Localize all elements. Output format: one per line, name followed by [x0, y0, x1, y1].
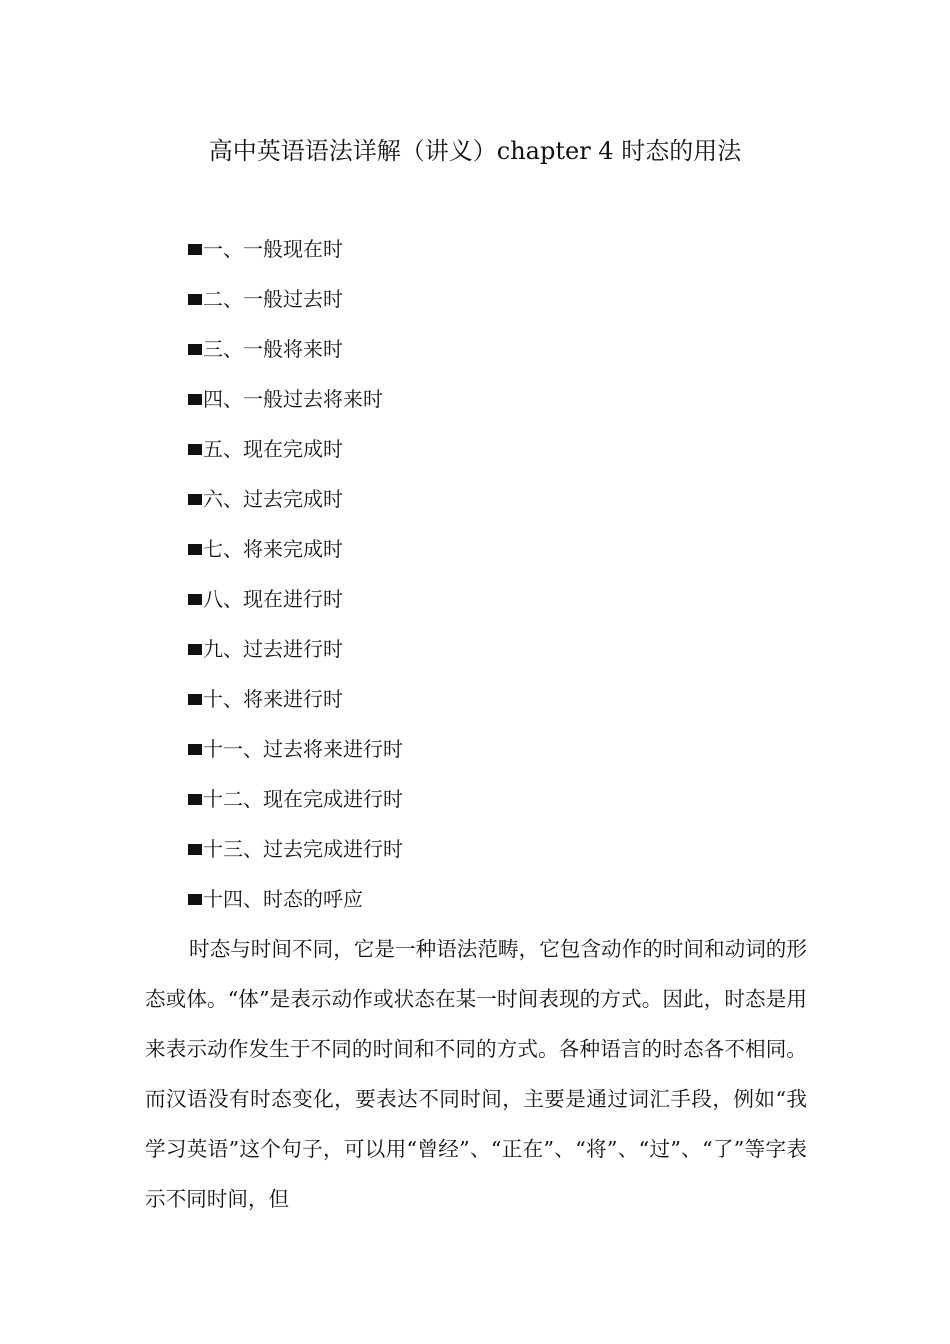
toc-item-label: 十三、过去完成进行时	[203, 837, 403, 861]
toc-item	[188, 880, 403, 930]
toc-item-label: 九、过去进行时	[203, 637, 343, 661]
toc-item	[188, 730, 403, 780]
square-bullet-icon	[188, 744, 202, 755]
square-bullet-icon	[188, 544, 202, 555]
toc-item	[188, 330, 403, 380]
square-bullet-icon	[188, 894, 202, 905]
toc-item-label: 八、现在进行时	[203, 587, 343, 611]
square-bullet-icon	[188, 644, 202, 655]
toc-item-label: 十四、时态的呼应	[203, 887, 363, 911]
toc-item-label: 十一、过去将来进行时	[203, 737, 403, 761]
toc-item-label: 三、一般将来时	[203, 337, 343, 361]
toc-item-label: 五、现在完成时	[203, 437, 343, 461]
square-bullet-icon	[188, 244, 202, 255]
page-title: 高中英语语法详解（讲义）chapter 4 时态的用法	[208, 137, 742, 165]
toc-item-label: 十、将来进行时	[203, 687, 343, 711]
toc-item	[188, 830, 403, 880]
toc-item	[188, 380, 403, 430]
square-bullet-icon	[188, 844, 202, 855]
toc-item-label: 七、将来完成时	[203, 537, 343, 561]
toc-item	[188, 630, 403, 680]
toc-item	[188, 530, 403, 580]
square-bullet-icon	[188, 444, 202, 455]
toc-item	[188, 280, 403, 330]
square-bullet-icon	[188, 494, 202, 505]
square-bullet-icon	[188, 794, 202, 805]
toc-item-label: 二、一般过去时	[203, 287, 343, 311]
square-bullet-icon	[188, 344, 202, 355]
toc-item-label: 一、一般现在时	[203, 237, 343, 261]
square-bullet-icon	[188, 394, 202, 405]
square-bullet-icon	[188, 694, 202, 705]
toc-item	[188, 780, 403, 830]
toc-item	[188, 580, 403, 630]
table-of-contents	[188, 230, 403, 930]
toc-item	[188, 430, 403, 480]
square-bullet-icon	[188, 594, 202, 605]
toc-item-label: 十二、现在完成进行时	[203, 787, 403, 811]
square-bullet-icon	[188, 294, 202, 305]
toc-item-label: 六、过去完成时	[203, 487, 343, 511]
toc-item	[188, 680, 403, 730]
toc-item-label: 四、一般过去将来时	[203, 387, 383, 411]
toc-item	[188, 230, 403, 280]
body-paragraph: 时态与时间不同，它是一种语法范畴，它包含动作的时间和动词的形态或体。“体”是表示动作或状态在某一时间表现的方式。因此，时态是用来表示动作发生于不同的时间和不同的方式。各种语言的时态各不相同。而汉语没有时态变化，要表达不同时间，主要是通过词汇手段，例如“我学习英语”这个句子，可以用“曾经”、“正在”、“将”、“过”、“了”等字表示不同时间，但	[145, 937, 807, 1211]
toc-item	[188, 480, 403, 530]
